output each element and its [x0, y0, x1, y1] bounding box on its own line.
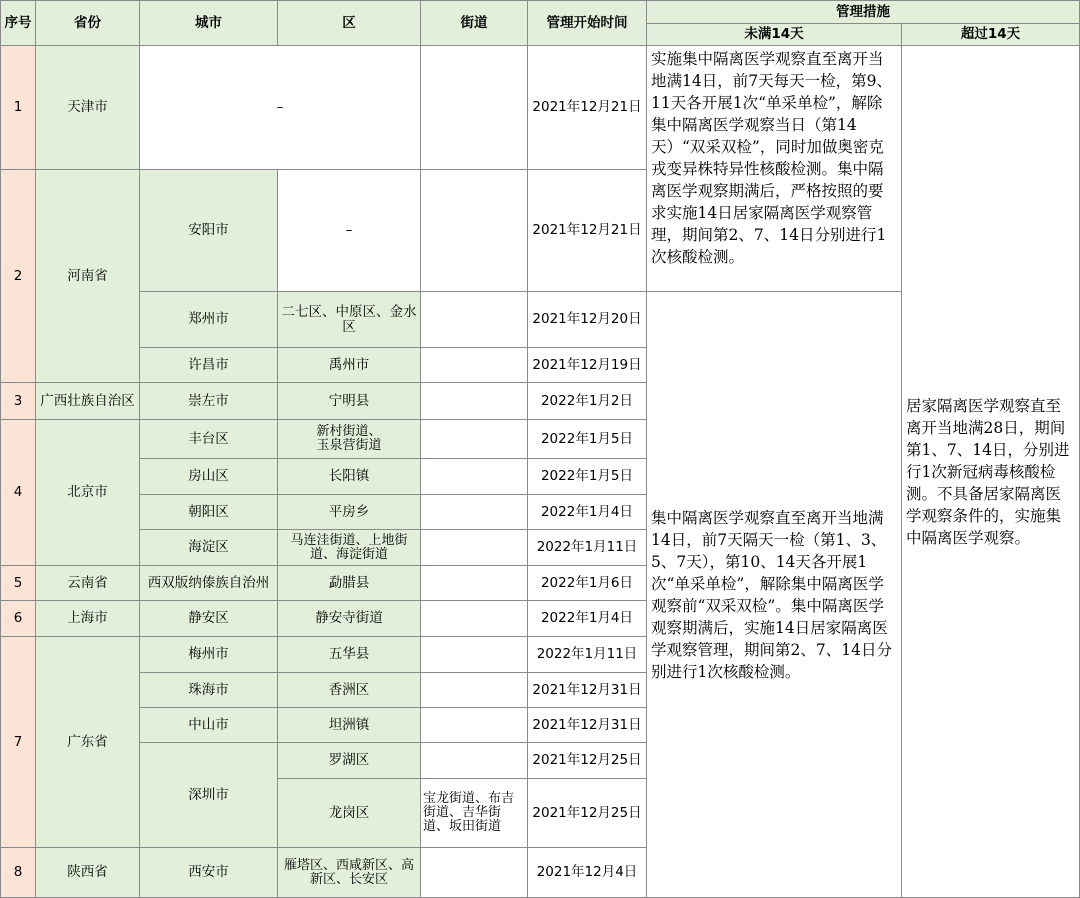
city-cell: 西安市 [140, 848, 278, 898]
district-cell: 宁明县 [278, 383, 421, 420]
measures-under14-group1: 实施集中隔离医学观察直至离开当地满14日，前7天每天一检，第9、11天各开展1次“单采单检”，解除集中隔离医学观察当日（第14天）“双采双检”，同时加做奥密克戎变异株特异性核酸检测。集中隔离医学观察期满后，严格按照的要求实施14日居家隔离医学观察管理，期间第2、7、14日分别进行1次核酸检测。 [647, 46, 902, 292]
street-cell: 宝龙街道、布吉街道、吉华街道、坂田街道 [421, 779, 528, 848]
district-cell: 龙岗区 [278, 779, 421, 848]
row-index: 3 [0, 383, 36, 420]
start-date-cell: 2021年12月21日 [528, 170, 647, 292]
street-cell [421, 601, 528, 637]
start-date-cell: 2022年1月2日 [528, 383, 647, 420]
header-measures: 管理措施 [647, 0, 1080, 24]
city-cell: 静安区 [140, 601, 278, 637]
header-district: 区 [278, 0, 421, 46]
measures-under14-group2: 集中隔离医学观察直至离开当地满14日，前7天隔天一检（第1、3、5、7天），第10、14天各开展1次“单采单检”，解除集中隔离医学观察前“双采双检”。集中隔离医学观察期满后，实施14日居家隔离医学观察管理，期间第2、7、14日分别进行1次核酸检测。 [647, 292, 902, 898]
city-cell: 朝阳区 [140, 495, 278, 530]
city-cell: 海淀区 [140, 530, 278, 566]
district-cell: 新村街道、 玉泉营街道 [278, 420, 421, 459]
street-cell [421, 459, 528, 495]
city-cell: 中山市 [140, 708, 278, 743]
city-cell: 崇左市 [140, 383, 278, 420]
start-date-cell: 2022年1月4日 [528, 495, 647, 530]
header-province: 省份 [36, 0, 140, 46]
street-cell [421, 495, 528, 530]
start-date-cell: 2022年1月11日 [528, 530, 647, 566]
district-cell: 静安寺街道 [278, 601, 421, 637]
row-index: 8 [0, 848, 36, 898]
district-cell: 坦洲镇 [278, 708, 421, 743]
district-cell: 雁塔区、西咸新区、高新区、长安区 [278, 848, 421, 898]
province-cell: 广西壮族自治区 [36, 383, 140, 420]
street-cell [421, 637, 528, 673]
start-date-cell: 2022年1月5日 [528, 420, 647, 459]
province-cell: 河南省 [36, 170, 140, 383]
district-cell: 平房乡 [278, 495, 421, 530]
street-cell [421, 708, 528, 743]
row-index: 4 [0, 420, 36, 566]
header-under14: 未满14天 [647, 24, 902, 46]
row-index: 7 [0, 637, 36, 848]
street-cell [421, 848, 528, 898]
start-date-cell: 2021年12月31日 [528, 673, 647, 708]
start-date-cell: 2021年12月4日 [528, 848, 647, 898]
city-cell: 郑州市 [140, 292, 278, 348]
province-cell: 陕西省 [36, 848, 140, 898]
district-cell: 五华县 [278, 637, 421, 673]
row-index: 6 [0, 601, 36, 637]
street-cell [421, 46, 528, 170]
street-cell [421, 348, 528, 383]
street-cell [421, 170, 528, 292]
district-cell: 长阳镇 [278, 459, 421, 495]
row-index: 2 [0, 170, 36, 383]
district-cell: 禹州市 [278, 348, 421, 383]
district-cell: 香洲区 [278, 673, 421, 708]
merged-cell: – [140, 46, 421, 170]
province-cell: 云南省 [36, 566, 140, 601]
start-date-cell: 2021年12月19日 [528, 348, 647, 383]
header-start-time: 管理开始时间 [528, 0, 647, 46]
measures-over14: 居家隔离医学观察直至离开当地满28日，期间第1、7、14日，分别进行1次新冠病毒核酸检测。不具备居家隔离医学观察条件的，实施集中隔离医学观察。 [902, 46, 1080, 898]
city-cell: 房山区 [140, 459, 278, 495]
row-index: 5 [0, 566, 36, 601]
street-cell [421, 673, 528, 708]
header-street: 街道 [421, 0, 528, 46]
province-cell: 广东省 [36, 637, 140, 848]
city-cell: 丰台区 [140, 420, 278, 459]
street-cell [421, 530, 528, 566]
start-date-cell: 2021年12月31日 [528, 708, 647, 743]
district-cell: 罗湖区 [278, 743, 421, 779]
city-cell: 珠海市 [140, 673, 278, 708]
street-cell [421, 292, 528, 348]
district-cell: 勐腊县 [278, 566, 421, 601]
start-date-cell: 2021年12月20日 [528, 292, 647, 348]
start-date-cell: 2021年12月25日 [528, 743, 647, 779]
street-cell [421, 743, 528, 779]
province-cell: 北京市 [36, 420, 140, 566]
city-cell: 许昌市 [140, 348, 278, 383]
street-cell [421, 383, 528, 420]
province-cell: 上海市 [36, 601, 140, 637]
street-cell [421, 566, 528, 601]
city-cell: 深圳市 [140, 743, 278, 848]
start-date-cell: 2022年1月11日 [528, 637, 647, 673]
city-cell: 安阳市 [140, 170, 278, 292]
district-cell: 二七区、中原区、金水区 [278, 292, 421, 348]
start-date-cell: 2022年1月5日 [528, 459, 647, 495]
row-index: 1 [0, 46, 36, 170]
province-cell: 天津市 [36, 46, 140, 170]
city-cell: 西双版纳傣族自治州 [140, 566, 278, 601]
street-cell [421, 420, 528, 459]
start-date-cell: 2021年12月21日 [528, 46, 647, 170]
district-cell: 马连洼街道、上地街道、海淀街道 [278, 530, 421, 566]
header-index: 序号 [0, 0, 36, 46]
header-city: 城市 [140, 0, 278, 46]
header-over14: 超过14天 [902, 24, 1080, 46]
start-date-cell: 2021年12月25日 [528, 779, 647, 848]
merged-cell: – [278, 170, 421, 292]
start-date-cell: 2022年1月6日 [528, 566, 647, 601]
start-date-cell: 2022年1月4日 [528, 601, 647, 637]
city-cell: 梅州市 [140, 637, 278, 673]
